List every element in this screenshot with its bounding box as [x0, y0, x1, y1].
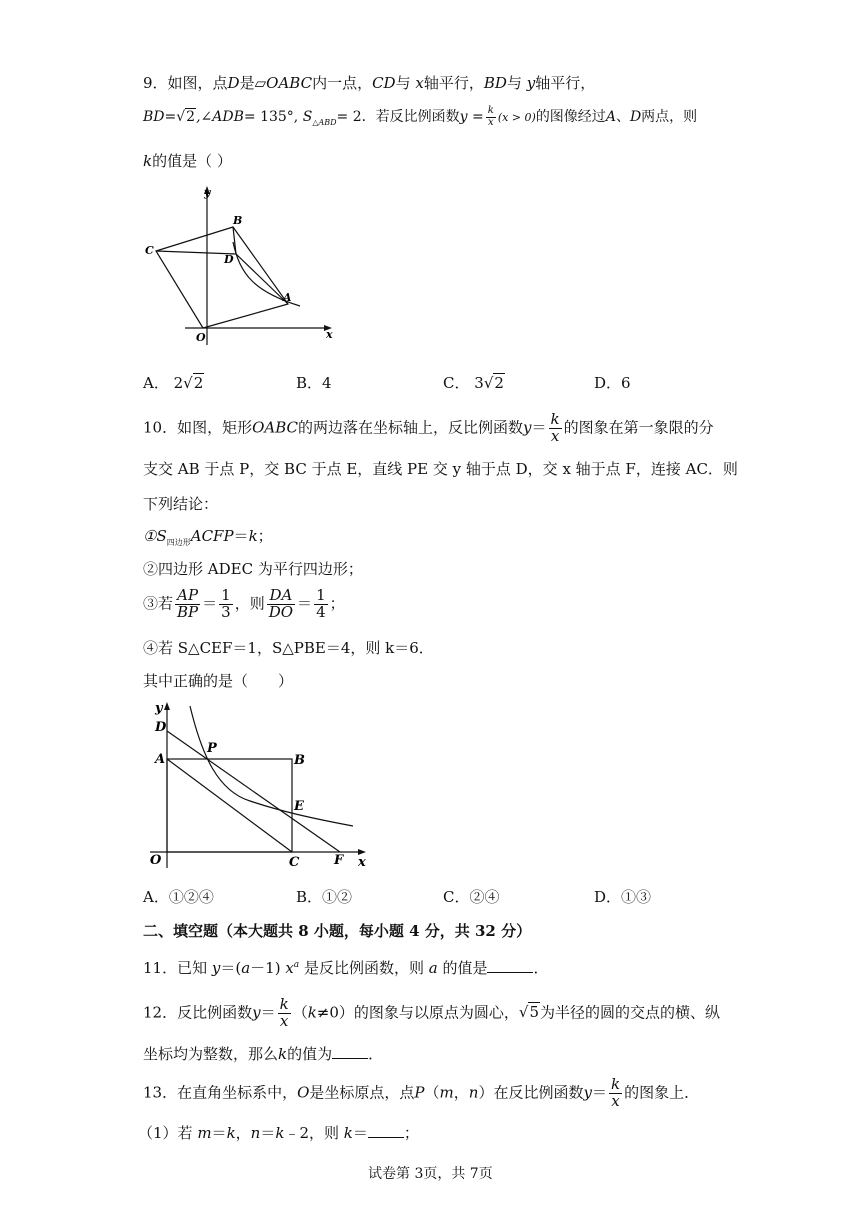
fraction: [175, 588, 200, 621]
segment-ad: [236, 254, 288, 304]
text: 是反比例函数，则: [299, 959, 429, 977]
text: 轴平行，: [535, 74, 596, 92]
text: 坐标均为整数，那么: [143, 1045, 279, 1063]
q9-option-a[interactable]: [143, 372, 204, 393]
text: y: [583, 1083, 592, 1102]
text: △ABD: [312, 117, 337, 127]
answer-blank[interactable]: [487, 958, 533, 973]
text: ＝: [260, 1124, 276, 1142]
text: 的图像经过: [535, 109, 606, 125]
text: ；: [329, 594, 345, 613]
q10-conclusion-2: ②四边形 ADEC 为平行四边形；: [143, 560, 363, 578]
text: 、: [615, 109, 630, 125]
label-a: A: [155, 752, 166, 767]
text: 11．已知: [143, 959, 212, 977]
q10-figure: [140, 696, 380, 874]
text: 两点，则: [641, 109, 698, 125]
text: k: [248, 527, 258, 545]
text: D．: [594, 374, 622, 392]
text: x: [415, 74, 424, 92]
fraction: [314, 588, 328, 621]
text: ＝: [591, 1083, 607, 1102]
q10-line1: [143, 412, 714, 445]
text: k: [487, 105, 494, 116]
text: ＝: [297, 594, 313, 613]
label-e: E: [294, 799, 304, 814]
q11: [143, 957, 548, 978]
parallelogram-oabc: [156, 227, 288, 328]
fraction: [267, 588, 295, 621]
label-c: C: [289, 855, 300, 870]
text: k: [610, 1075, 621, 1093]
text: 12．反比例函数: [143, 1003, 253, 1022]
label-y: y: [204, 186, 211, 199]
label-f: F: [334, 853, 344, 868]
sqrt: √2: [183, 374, 204, 392]
text: O: [297, 1083, 310, 1102]
page-footer: 试卷第 3页，共 7页: [368, 1166, 493, 1182]
text: 2: [494, 374, 504, 392]
text: 3: [221, 602, 231, 621]
text: 是坐标原点，点: [309, 1083, 415, 1102]
text: ①②: [322, 888, 353, 906]
text: k: [275, 1124, 285, 1142]
text: ＝: [202, 594, 218, 613]
text: a: [293, 960, 300, 970]
text: y: [459, 109, 468, 125]
text: ＝(: [220, 959, 242, 977]
text: m: [439, 1083, 454, 1102]
text: k: [307, 1003, 317, 1022]
text: B．: [296, 888, 323, 906]
text: 的值是（ ）: [152, 152, 232, 170]
text: 2: [173, 374, 184, 392]
text: －1): [250, 959, 286, 977]
q10-line2: 支交 AB 于点 P，交 BC 于点 E，直线 PE 交 y 轴于点 D，交 x 轴于点 F，连接 AC．则: [143, 460, 738, 478]
q10-line3: 下列结论：: [143, 495, 219, 513]
text: ﹣2，则: [284, 1124, 344, 1142]
text: A．: [143, 374, 169, 392]
label-p: P: [207, 741, 217, 756]
label-b: B: [233, 214, 243, 227]
text: ；: [403, 1124, 419, 1142]
text: BP: [177, 602, 199, 621]
text: A: [605, 109, 616, 125]
text: 的图象在第一象限的分: [563, 418, 714, 437]
text: C．: [443, 888, 470, 906]
text: ≠0）的图象与以原点为圆心，: [316, 1003, 519, 1022]
text: ；: [257, 527, 273, 545]
text: 四边形: [166, 538, 191, 547]
q10-option-d[interactable]: [594, 886, 651, 907]
fraction: [609, 1077, 622, 1110]
label-o: O: [150, 853, 162, 868]
text: ①③: [621, 888, 652, 906]
text: ,∠ADB: [196, 109, 244, 125]
fraction: [549, 412, 562, 445]
text: 10．如图，矩形: [143, 418, 253, 437]
text: x: [487, 116, 494, 128]
text: D: [629, 109, 642, 125]
text: ，则: [234, 594, 265, 613]
text: ＝: [233, 527, 249, 545]
line-pe: [167, 731, 340, 852]
label-c: C: [145, 244, 154, 257]
text: m: [197, 1124, 212, 1142]
text: k: [550, 410, 560, 428]
text: a: [428, 959, 438, 977]
q10-option-a[interactable]: [143, 886, 214, 907]
q9-option-d[interactable]: [594, 372, 631, 393]
text: CD: [372, 74, 396, 92]
text: 的图象上．: [624, 1083, 700, 1102]
label-d: D: [224, 253, 234, 266]
y-arrow: [164, 702, 170, 710]
text: DA: [267, 588, 295, 605]
text: ＝: [260, 1003, 276, 1022]
text: S: [302, 109, 313, 125]
fraction: [486, 106, 496, 128]
q9-line1: [143, 72, 595, 93]
text: ＝: [531, 418, 547, 437]
text: n: [250, 1124, 261, 1142]
sqrt: √2: [176, 109, 196, 125]
text: 与: [506, 74, 522, 92]
q9-line2: BD=√2,∠ADB= 135°, $S_{\triangle ABD}= 2$．若反比例函数y = $\frac{k}{x}$ (x > 0)的图像经过A、D两点，则: [143, 105, 698, 128]
text: B．: [296, 374, 323, 392]
sqrt: √5: [518, 1003, 540, 1022]
q9-line3: [143, 150, 232, 171]
answer-blank[interactable]: [368, 1123, 404, 1138]
text: 2: [193, 374, 204, 392]
text: y: [523, 418, 532, 437]
text: 4: [322, 374, 332, 392]
q9-option-b[interactable]: [296, 372, 332, 393]
label-x: x: [358, 855, 366, 870]
sqrt: √2: [483, 374, 504, 392]
q12-line1: [143, 997, 720, 1030]
text: = 2: [336, 109, 362, 125]
text: 是: [239, 74, 255, 92]
q10-conclusion-4: ④若 S△CEF＝1，S△PBE＝4，则 k＝6．: [143, 639, 434, 657]
q10-option-c[interactable]: [443, 886, 500, 907]
text: 6: [621, 374, 631, 392]
text: ①S: [143, 527, 167, 545]
text: OABC: [252, 418, 299, 437]
text: 的值是: [437, 959, 488, 977]
text: BD: [143, 109, 165, 125]
text: ＝: [211, 1124, 227, 1142]
text: ．若反比例函数: [361, 109, 460, 125]
q13-line1: [143, 1077, 699, 1110]
text: 轴平行，: [423, 74, 484, 92]
text: k: [279, 995, 289, 1013]
text: ②④: [469, 888, 500, 906]
text: 为半径的圆的交点的横、纵: [540, 1003, 721, 1022]
hyperbola-curve: [190, 706, 353, 826]
text: y: [526, 74, 536, 92]
text: （1）若: [138, 1124, 198, 1142]
text: D．: [594, 888, 622, 906]
answer-blank[interactable]: [332, 1044, 368, 1059]
text: D: [227, 74, 240, 92]
text: x: [611, 1091, 620, 1110]
fraction: [219, 588, 233, 621]
text: x: [550, 426, 560, 445]
text: x: [279, 1011, 289, 1030]
text: OABC: [266, 74, 313, 92]
text: 5: [529, 1003, 540, 1022]
text: x: [285, 959, 294, 977]
text: 与: [395, 74, 411, 92]
text: DO: [268, 602, 294, 621]
section-heading: 二、填空题（本大题共 8 小题，每小题 4 分，共 32 分）: [143, 922, 532, 940]
label-x: x: [326, 328, 333, 341]
text: 的两边落在坐标轴上，反比例函数: [298, 418, 524, 437]
text: y: [252, 1003, 261, 1022]
text: ①②④: [168, 888, 214, 906]
text: = 135°,: [243, 109, 303, 125]
q12-line2: [143, 1043, 383, 1064]
text: 2: [186, 109, 196, 125]
q13-sub1: [138, 1122, 419, 1143]
fraction: [278, 997, 291, 1030]
q10-option-b[interactable]: [296, 886, 352, 907]
text: ）在反比例函数: [478, 1083, 584, 1102]
text: 1: [316, 586, 326, 604]
text: ACFP: [190, 527, 234, 545]
q10-ask: 其中正确的是（ ）: [143, 672, 294, 690]
text: 3: [474, 374, 484, 392]
text: A．: [143, 888, 169, 906]
parallelogram-symbol: ▱: [254, 74, 267, 92]
text: 9．如图，点: [143, 74, 228, 92]
text: ．: [533, 959, 549, 977]
text: y: [211, 959, 221, 977]
text: k: [143, 152, 153, 170]
label-d: D: [155, 720, 167, 735]
text: ．: [368, 1045, 384, 1063]
text: 4: [316, 602, 326, 621]
text: k: [278, 1045, 288, 1063]
text: 1: [221, 586, 231, 604]
q9-option-c[interactable]: [443, 372, 505, 393]
q10-conclusion-3: [143, 588, 345, 621]
text: BD: [483, 74, 507, 92]
label-b: B: [294, 753, 305, 768]
text: 13．在直角坐标系中，: [143, 1083, 298, 1102]
text: AP: [175, 588, 200, 605]
text: 内一点，: [312, 74, 373, 92]
text: P: [414, 1083, 425, 1102]
text: ，: [235, 1124, 251, 1142]
text: ，: [453, 1083, 469, 1102]
text: （: [292, 1003, 308, 1022]
label-y: y: [155, 701, 163, 716]
label-o: O: [196, 331, 206, 344]
text: k: [343, 1124, 353, 1142]
text: a: [241, 959, 251, 977]
text: 的值为: [287, 1045, 333, 1063]
text: C．: [443, 374, 470, 392]
text: n: [468, 1083, 479, 1102]
text: =: [164, 109, 177, 125]
q9-figure: [140, 180, 340, 350]
text: ③若: [143, 594, 174, 613]
text: (x > 0): [497, 111, 536, 124]
text: ＝: [352, 1124, 368, 1142]
text: （: [424, 1083, 440, 1102]
q10-conclusion-1: [143, 525, 273, 548]
text: k: [226, 1124, 236, 1142]
label-a: A: [283, 291, 292, 304]
